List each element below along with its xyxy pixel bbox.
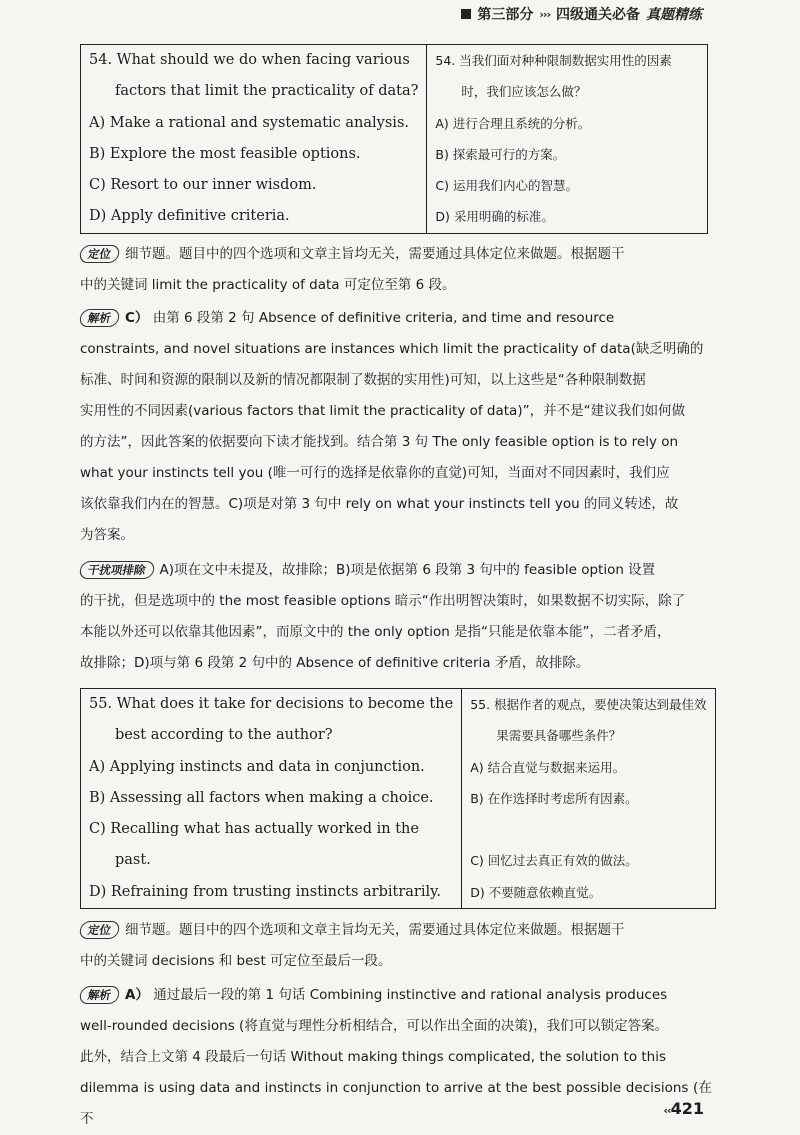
analysis-tag: 解析	[78, 309, 120, 327]
q54-analysis-line-4: 实用性的不同因素(various factors that limit the practicality of data)”，并不是“建议我们如何做	[80, 403, 686, 419]
page-number-arrows: ‹‹	[663, 1104, 671, 1117]
q54-zh-option-d: D) 采用明确的标准。	[435, 209, 554, 225]
q55-answer: A）	[125, 987, 149, 1003]
q54-distractor-line-1: A)项在文中未提及，故排除；B)项是依据第 6 段第 3 句中的 feasible option 设置	[159, 562, 656, 578]
header-arrows: ›››	[539, 7, 550, 21]
locate-tag: 定位	[78, 921, 120, 939]
question-55-english	[81, 689, 462, 909]
q54-distractor-paragraph	[80, 555, 712, 679]
locate-tag: 定位	[78, 245, 120, 263]
q55-zh-stem-2: 果需要具备哪些条件？	[496, 728, 622, 744]
question-55-chinese	[462, 689, 715, 909]
q55-locate-line-1: 细节题。题目中的四个选项和文章主旨均无关，需要通过具体定位来做题。根据题干	[125, 922, 625, 938]
question-54-english	[81, 45, 427, 234]
q55-en-option-a: A) Applying instincts and data in conjunction.	[89, 758, 425, 775]
q54-en-stem-1: 54. What should we do when facing various	[89, 52, 410, 68]
q54-zh-option-a: A) 进行合理且系统的分析。	[435, 115, 591, 131]
square-bullet-icon	[461, 9, 471, 19]
q55-locate-line-2: 中的关键词 decisions 和 best 可定位至最后一段。	[80, 953, 392, 969]
q54-analysis-line-6: what your instincts tell you (唯一可行的选择是依靠你的直觉)可知，当面对不同因素时，我们应	[80, 465, 670, 481]
q55-locate-paragraph	[80, 915, 712, 977]
q54-en-stem-2: factors that limit the practicality of data?	[115, 83, 419, 100]
q55-analysis-paragraph	[80, 980, 712, 1135]
q54-analysis-line-5: 的方法”，因此答案的依据要向下读才能找到。结合第 3 句 The only feasible option is to rely on	[80, 434, 679, 450]
distractor-tag: 干扰项排除	[78, 561, 155, 579]
q54-analysis-line-3: 标准、时间和资源的限制以及新的情况都限制了数据的实用性)可知，以上这些是“各种限制数据	[80, 372, 646, 388]
q55-analysis-line-4: dilemma is using data and instincts in conjunction to arrive at the best possible decisions (在不	[80, 1080, 712, 1127]
header-accent: 真题精练	[646, 7, 702, 23]
q54-analysis-paragraph	[80, 303, 712, 551]
q55-zh-stem-1: 55. 根据作者的观点，要使决策达到最佳效	[470, 697, 707, 712]
page-number-value: 421	[670, 1099, 704, 1118]
q54-en-option-b: B) Explore the most feasible options.	[89, 145, 361, 162]
running-header	[461, 4, 702, 24]
q55-analysis-line-1: 通过最后一段的第 1 句话 Combining instinctive and rational analysis produces	[153, 987, 668, 1003]
q54-analysis-line-7: 该依靠我们内在的智慧。C)项是对第 3 句中 rely on what your instincts tell you 的同义转述，故	[80, 496, 679, 512]
q54-distractor-line-3: 本能以外还可以依靠其他因素”，而原文中的 the only option 是指“只能是依靠本能”，二者矛盾，	[80, 624, 671, 640]
q55-zh-option-d: D) 不要随意依赖直觉。	[470, 884, 602, 900]
q54-locate-paragraph	[80, 239, 712, 301]
q55-zh-option-c: C) 回忆过去真正有效的做法。	[470, 853, 638, 869]
page-number	[664, 1099, 704, 1118]
q54-en-option-d: D) Apply definitive criteria.	[89, 208, 290, 225]
q55-zh-spacer	[470, 814, 706, 845]
question-55-table	[80, 688, 716, 909]
q54-zh-stem-2: 时，我们应该怎么做？	[461, 84, 587, 100]
q54-en-option-c: C) Resort to our inner wisdom.	[89, 177, 317, 194]
q55-en-option-c-1: C) Recalling what has actually worked in the	[89, 821, 419, 838]
q54-answer: C）	[125, 310, 149, 326]
q55-zh-option-b: B) 在作选择时考虑所有因素。	[470, 790, 638, 806]
q55-en-stem-1: 55. What does it take for decisions to become the	[89, 696, 454, 712]
q54-analysis-line-1: 由第 6 段第 2 句 Absence of definitive criteria, and time and resource	[152, 310, 615, 326]
q54-locate-line-2: 中的关键词 limit the practicality of data 可定位至第 6 段。	[80, 277, 456, 293]
q54-zh-option-b: B) 探索最可行的方案。	[435, 146, 566, 162]
q54-en-option-a: A) Make a rational and systematic analysis.	[89, 114, 409, 131]
q55-analysis-line-2: well-rounded decisions (将直觉与理性分析相结合，可以作出全面的决策)，我们可以锁定答案。	[80, 1018, 669, 1034]
q54-analysis-line-2: constraints, and novel situations are instances which limit the practicality of data(缺乏明确的	[80, 341, 704, 357]
q55-en-stem-2: best according to the author?	[115, 727, 333, 744]
q55-zh-option-a: A) 结合直觉与数据来运用。	[470, 759, 626, 775]
q54-zh-stem-1: 54. 当我们面对种种限制数据实用性的因素	[435, 53, 672, 68]
q54-distractor-line-2: 的干扰，但是选项中的 the most feasible options 暗示“作出明智决策时，如果数据不切实际，除了	[80, 593, 686, 609]
header-title: 四级通关必备	[556, 7, 640, 23]
q54-distractor-line-4: 故排除；D)项与第 6 段第 2 句中的 Absence of definitive criteria 矛盾，故排除。	[80, 655, 590, 671]
q55-en-option-b: B) Assessing all factors when making a choice.	[89, 789, 434, 806]
question-54-chinese	[427, 45, 708, 234]
q55-en-option-c-2: past.	[115, 852, 151, 869]
q55-analysis-line-3: 此外，结合上文第 4 段最后一句话 Without making things complicated, the solution to this	[80, 1049, 666, 1065]
analysis-tag: 解析	[78, 986, 120, 1004]
q54-analysis-line-8: 为答案。	[80, 527, 134, 543]
header-section: 第三部分	[477, 7, 534, 23]
q55-en-option-d: D) Refraining from trusting instincts arbitrarily.	[89, 883, 441, 900]
q54-zh-option-c: C) 运用我们内心的智慧。	[435, 178, 578, 194]
q54-locate-line-1: 细节题。题目中的四个选项和文章主旨均无关，需要通过具体定位来做题。根据题干	[125, 246, 625, 262]
question-54-table	[80, 44, 708, 234]
